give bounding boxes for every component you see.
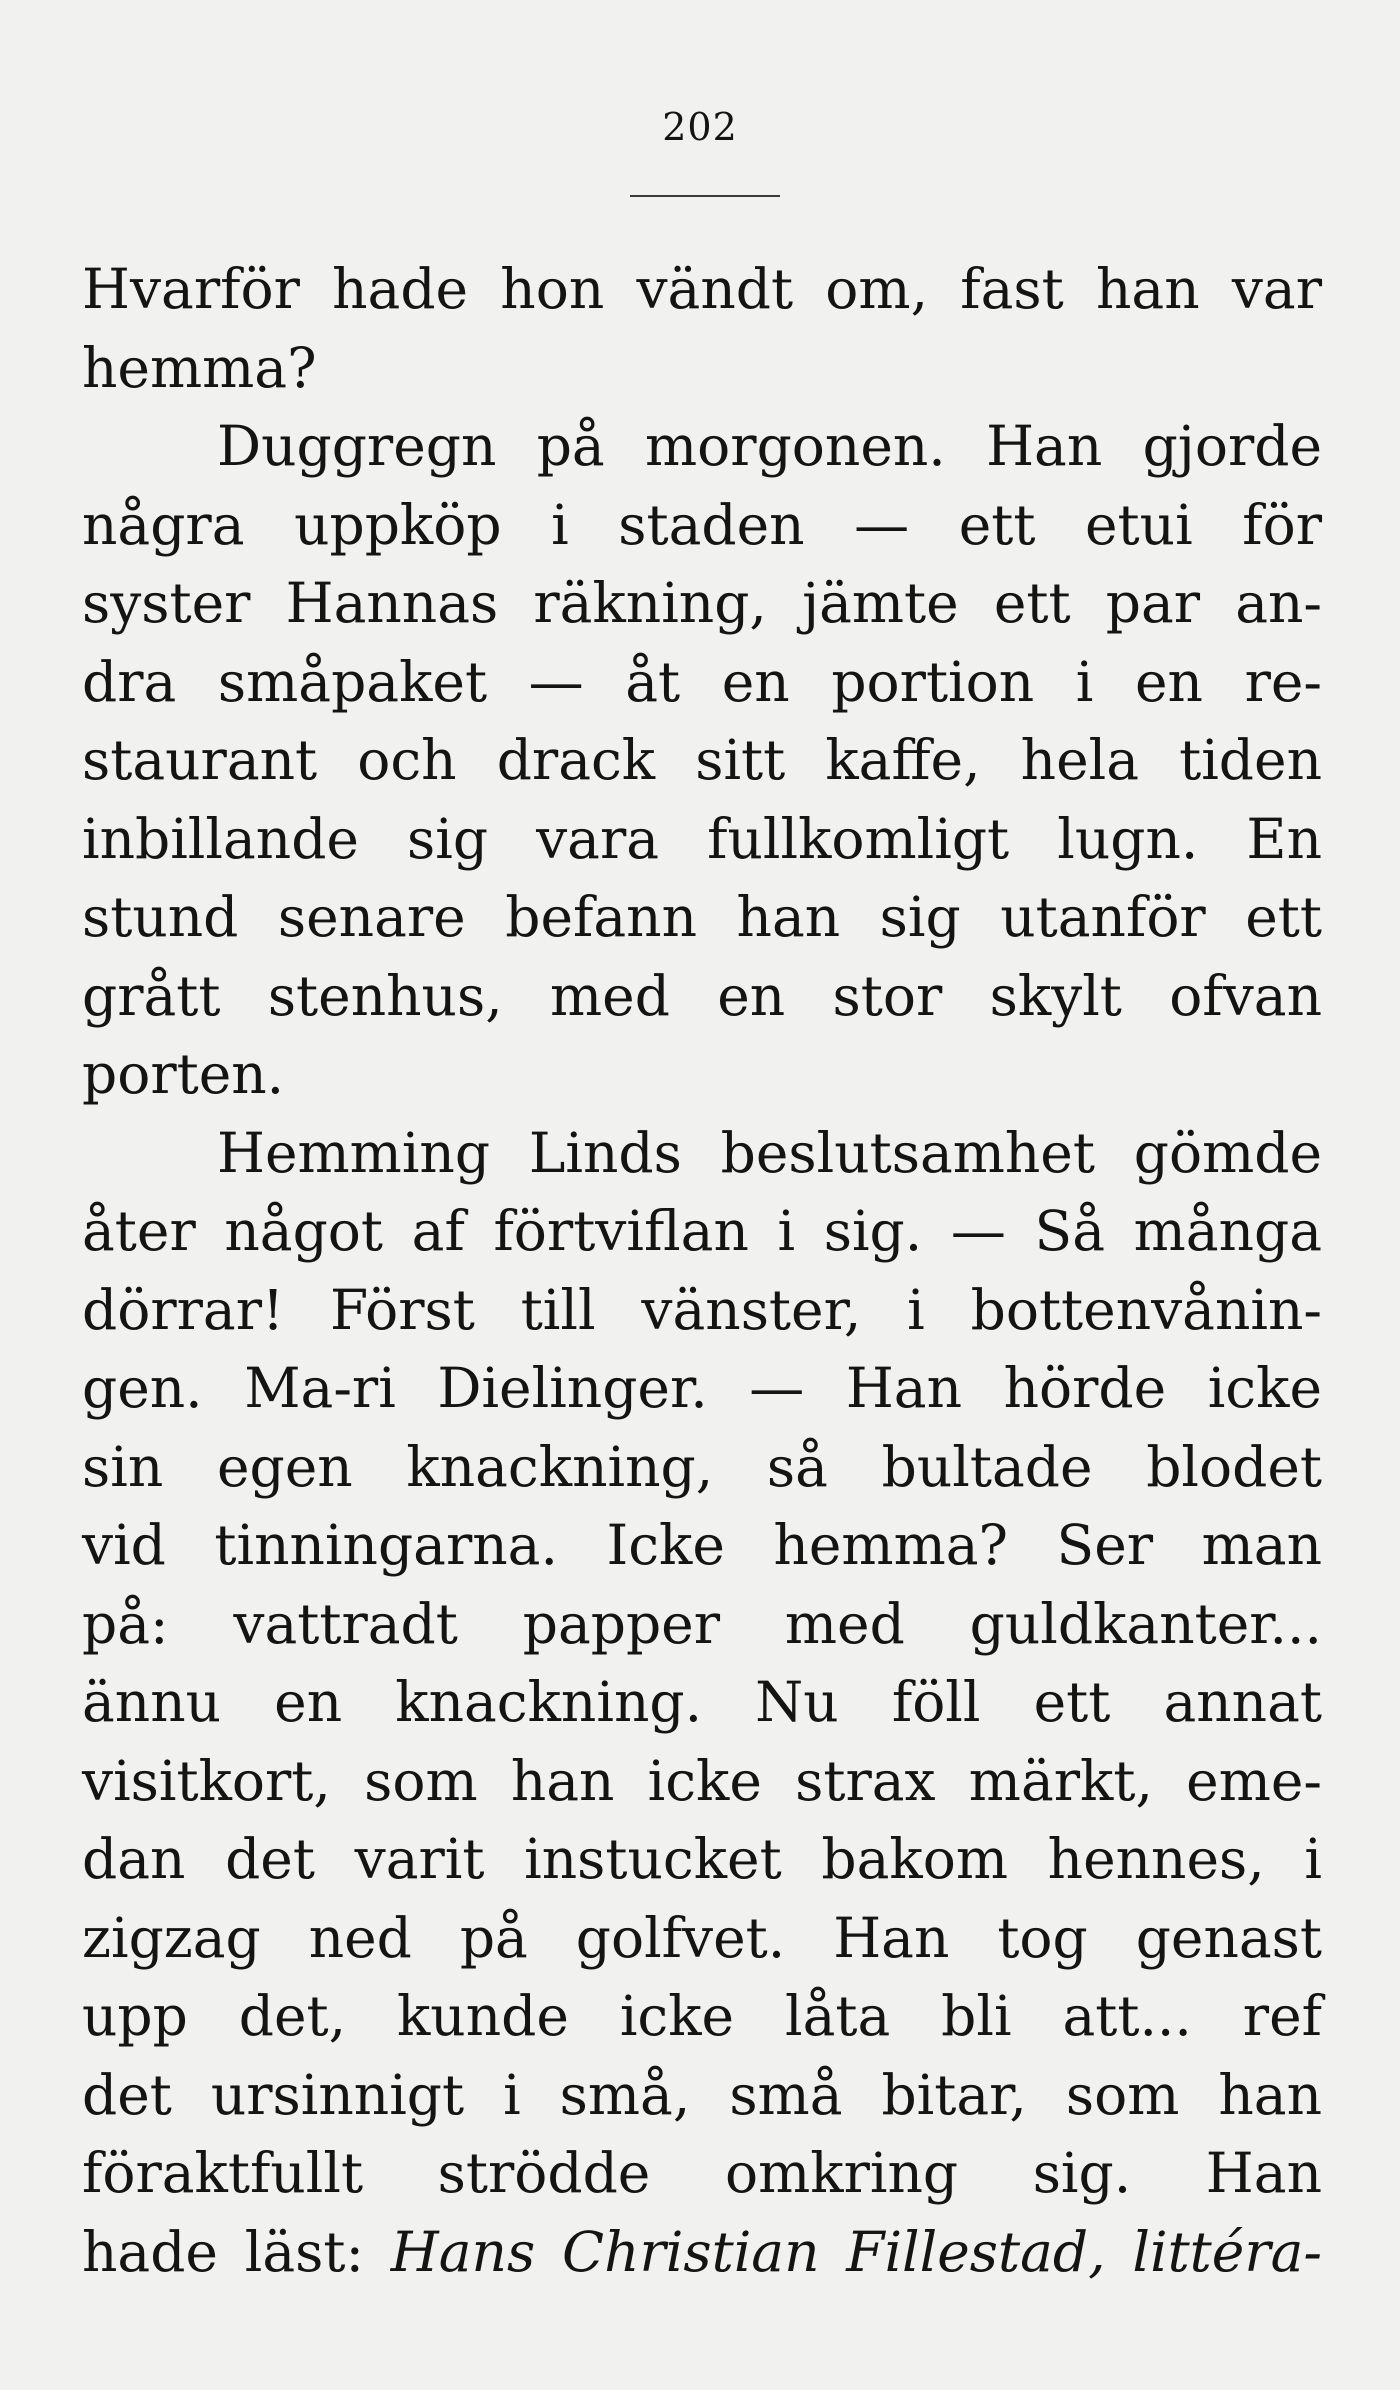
header-rule <box>630 195 780 197</box>
text-line: åter något af förtviflan i sig. — Så många <box>82 1199 1322 1263</box>
text-line: några uppköp i staden — ett etui för <box>82 492 1322 557</box>
page-number: 202 <box>662 105 738 149</box>
text-line: staurant och drack sitt kaffe, hela tiden <box>82 728 1322 792</box>
text-line: porten. <box>82 1042 285 1106</box>
final-line-italic-name: Hans Christian Fillestad, littéra- <box>390 2219 1322 2284</box>
text-line-final <box>82 2213 1322 2292</box>
text-line: sin egen knackning, så bultade blodet <box>82 1434 1322 1499</box>
text-line: grått stenhus, med en stor skylt ofvan <box>82 963 1322 1028</box>
text-line: vid tinningarna. Icke hemma? Ser man <box>82 1513 1322 1577</box>
body-text <box>82 250 1322 2291</box>
text-line: inbillande sig vara fullkomligt lugn. En <box>82 806 1322 871</box>
text-line: föraktfullt strödde omkring sig. Han <box>82 2141 1322 2205</box>
text-line: stund senare befann han sig utanför ett <box>82 885 1322 949</box>
text-line: hemma? <box>82 335 317 400</box>
text-line: upp det, kunde icke låta bli att... ref <box>82 1984 1322 2048</box>
text-line: visitkort, som han icke strax märkt, eme- <box>82 1748 1322 1813</box>
text-line: dan det varit instucket bakom hennes, i <box>82 1827 1322 1891</box>
text-line: Duggregn på morgonen. Han gjorde <box>217 414 1322 478</box>
text-line: gen. Ma-ri Dielinger. — Han hörde icke <box>82 1356 1322 1420</box>
text-line: dörrar! Först till vänster, i bottenvånin- <box>82 1277 1322 1342</box>
text-line: ännu en knackning. Nu föll ett annat <box>82 1670 1322 1734</box>
text-line: Hemming Linds beslutsamhet gömde <box>217 1120 1322 1185</box>
text-line: syster Hannas räkning, jämte ett par an- <box>82 571 1322 635</box>
text-line: det ursinnigt i små, små bitar, som han <box>82 2062 1322 2127</box>
final-line-text: hade läst: <box>82 2219 391 2284</box>
text-line: Hvarför hade hon vändt om, fast han var <box>82 257 1322 321</box>
text-line: på: vattradt papper med guldkanter... <box>82 1591 1322 1656</box>
text-line: zigzag ned på golfvet. Han tog genast <box>82 1905 1322 1970</box>
text-line: dra småpaket — åt en portion i en re- <box>82 649 1322 714</box>
